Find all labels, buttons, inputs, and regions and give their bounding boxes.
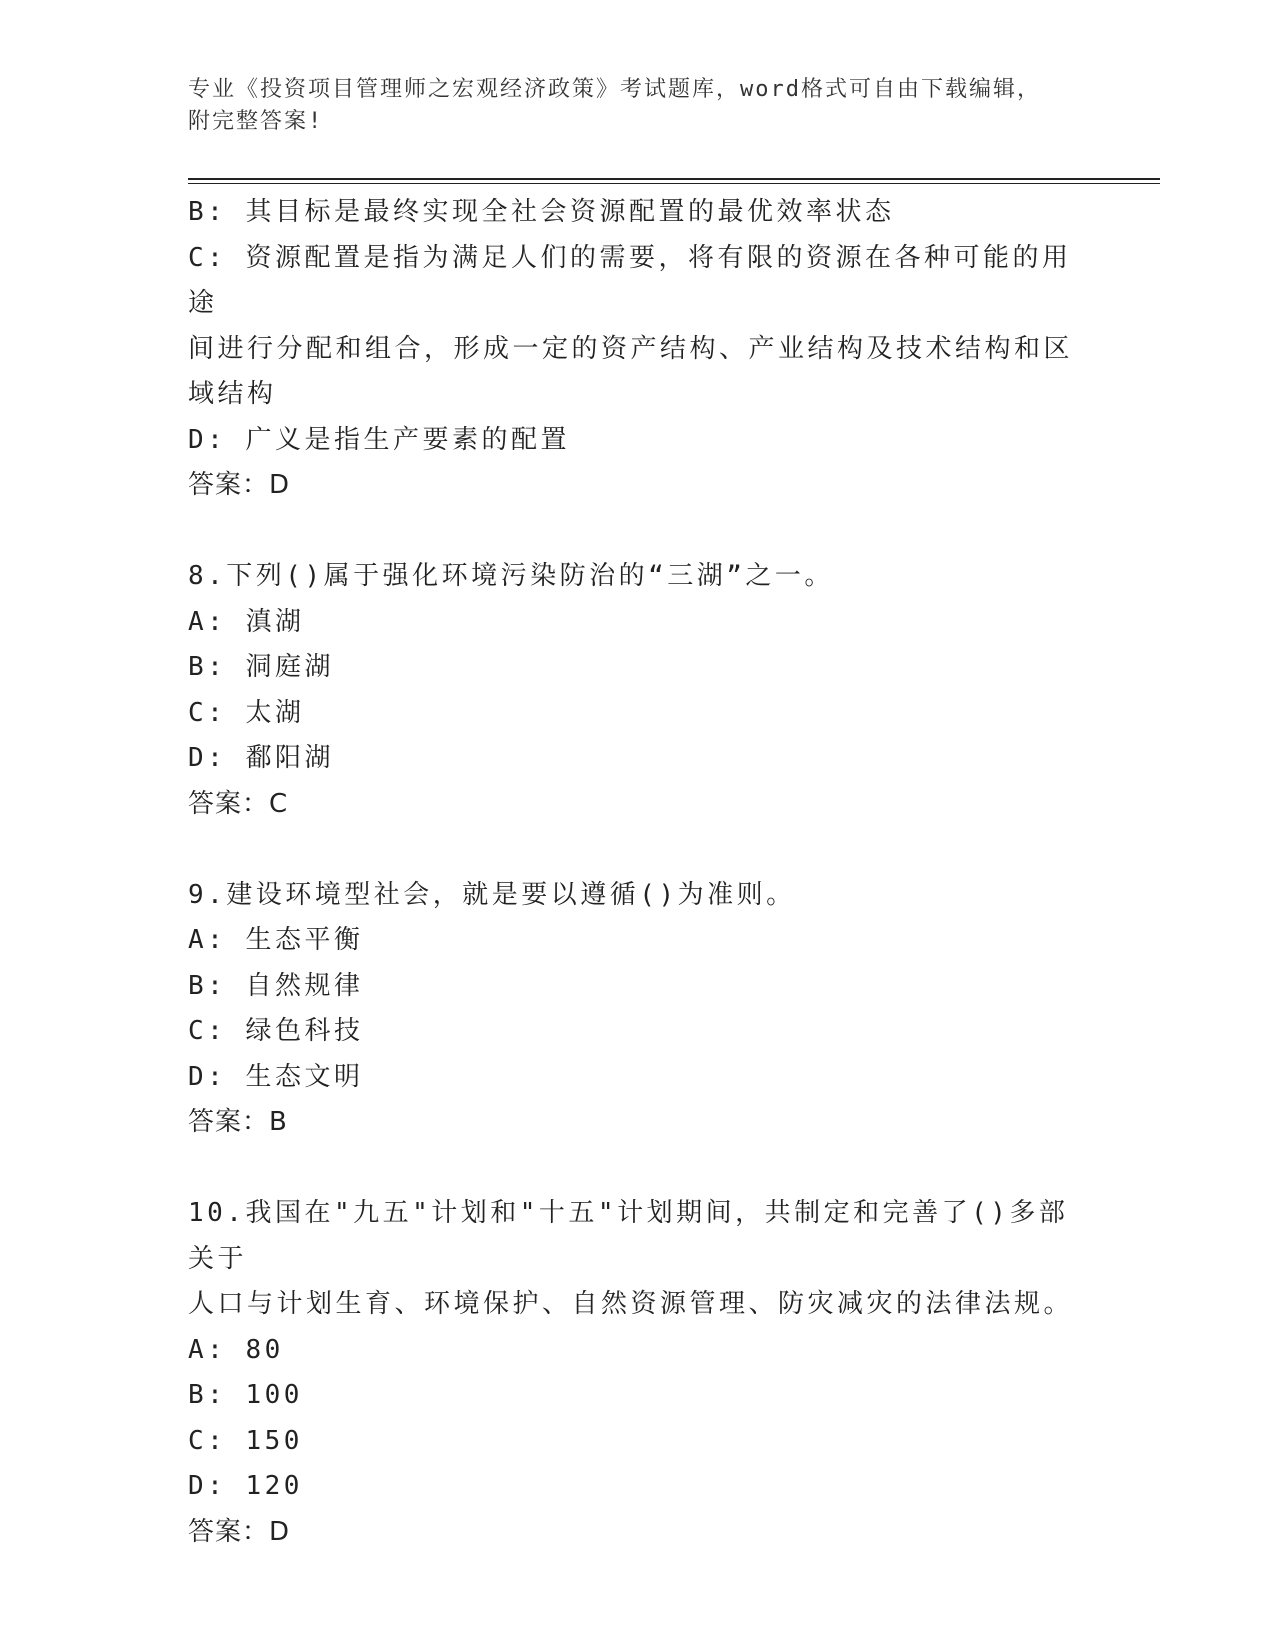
- question-10: [188, 1191, 1088, 1555]
- header-line-2: 附完整答案!: [188, 109, 324, 134]
- question-stem-line-2: 人口与计划生育、环境保护、自然资源管理、防灾减灾的法律法规。: [188, 1289, 1074, 1319]
- question-stem-line-1: 10.我国在"九五"计划和"十五"计划期间，共制定和完善了()多部关于: [188, 1198, 1069, 1274]
- option-d: D: 120: [188, 1471, 303, 1501]
- header-divider-thin: [188, 183, 1160, 184]
- answer: 答案：D: [188, 1516, 291, 1547]
- option-c-line-2: 间进行分配和组合，形成一定的资产结构、产业结构及技术结构和区: [188, 333, 1074, 364]
- option-a: A: 生态平衡: [188, 925, 364, 955]
- option-c: C: 太湖: [188, 697, 305, 728]
- header-line-1: 专业《投资项目管理师之宏观经济政策》考试题库，word格式可自由下载编辑，: [188, 77, 1041, 102]
- question-stem: 9.建设环境型社会，就是要以遵循()为准则。: [188, 879, 796, 910]
- question-8: [188, 554, 1088, 827]
- option-a: A: 80: [188, 1334, 284, 1365]
- option-d: D: 广义是指生产要素的配置: [188, 424, 570, 455]
- option-c: C: 150: [188, 1425, 303, 1456]
- option-a: A: 滇湖: [188, 606, 305, 637]
- answer: 答案：D: [188, 470, 291, 500]
- prev-question: [188, 190, 1088, 509]
- option-b: B: 洞庭湖: [188, 652, 334, 682]
- option-b: B: 其目标是最终实现全社会资源配置的最优效率状态: [188, 197, 895, 227]
- header-divider-thick: [188, 178, 1160, 180]
- question-9: [188, 873, 1088, 1146]
- option-d: D: 生态文明: [188, 1061, 364, 1092]
- option-c: C: 绿色科技: [188, 1016, 364, 1046]
- answer: 答案：C: [188, 788, 289, 819]
- answer: 答案：B: [188, 1107, 288, 1137]
- option-c-line-3: 域结构: [188, 379, 277, 409]
- option-b: B: 100: [188, 1380, 303, 1410]
- question-stem: 8.下列()属于强化环境污染防治的“三湖”之一。: [188, 561, 834, 591]
- option-d: D: 鄱阳湖: [188, 743, 334, 773]
- option-b: B: 自然规律: [188, 970, 364, 1001]
- document-header: [188, 74, 1088, 138]
- option-c-line-1: C: 资源配置是指为满足人们的需要，将有限的资源在各种可能的用途: [188, 242, 1072, 318]
- question-content: [188, 190, 1088, 1555]
